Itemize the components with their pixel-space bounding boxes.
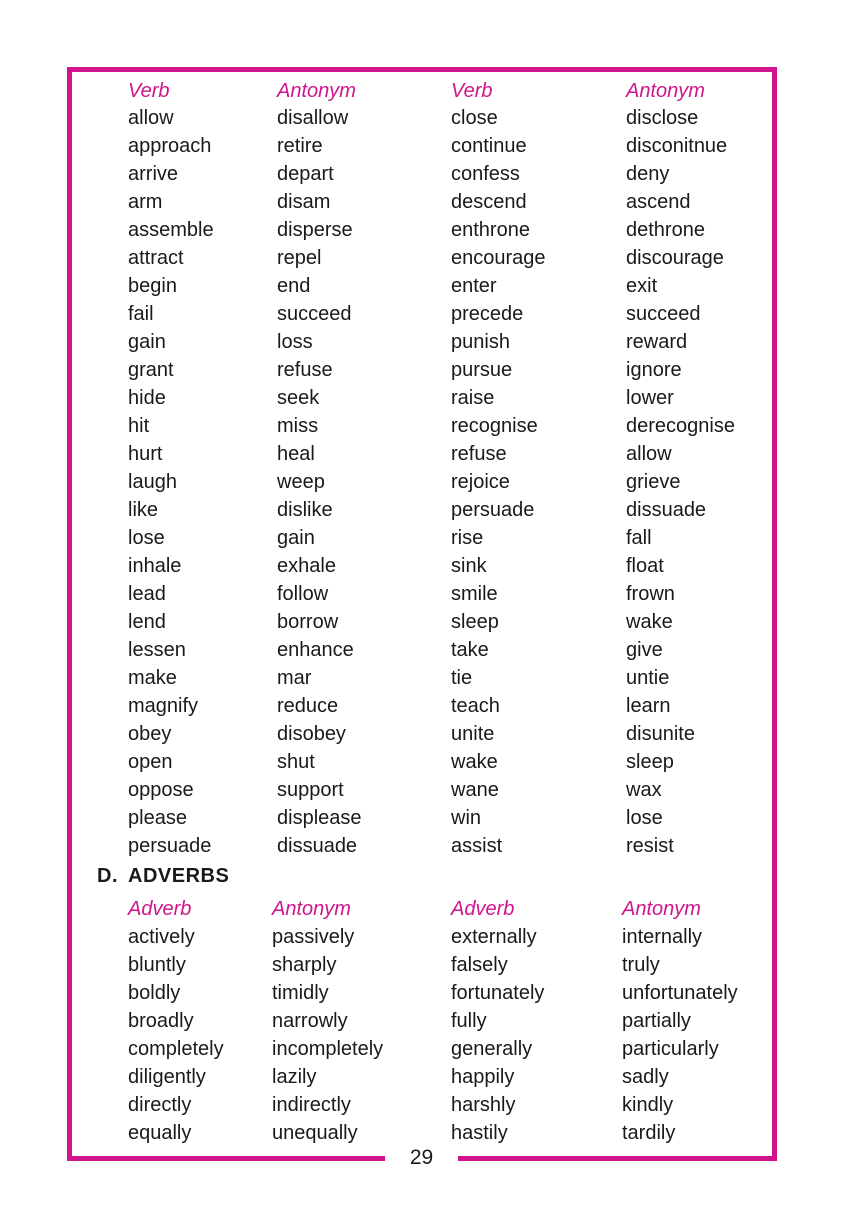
word-cell: actively <box>128 926 195 948</box>
word-cell: diligently <box>128 1066 206 1088</box>
antonym-cell: sleep <box>626 751 674 773</box>
antonym-cell: dislike <box>277 499 333 521</box>
antonym-cell: unequally <box>272 1122 358 1144</box>
word-cell: bluntly <box>128 954 186 976</box>
page-number: 29 <box>409 1146 434 1169</box>
antonym-cell: retire <box>277 135 323 157</box>
antonym-cell: kindly <box>622 1094 674 1116</box>
word-cell: externally <box>451 926 537 948</box>
word-cell: rise <box>451 527 484 549</box>
antonym-cell: reduce <box>277 695 339 717</box>
antonym-cell: miss <box>277 415 319 437</box>
word-cell: please <box>128 807 187 829</box>
word-cell: directly <box>128 1094 192 1116</box>
antonym-cell: incompletely <box>272 1038 384 1060</box>
antonym-cell: float <box>626 555 664 577</box>
antonym-cell: deny <box>626 163 670 185</box>
word-cell: fail <box>128 303 154 325</box>
column-header: Adverb <box>451 898 515 920</box>
word-cell: descend <box>451 191 527 213</box>
antonym-cell: discourage <box>626 247 724 269</box>
word-cell: enter <box>451 275 497 297</box>
word-cell: happily <box>451 1066 515 1088</box>
antonym-cell: disallow <box>277 107 349 129</box>
word-cell: close <box>451 107 498 129</box>
word-cell: lessen <box>128 639 186 661</box>
word-cell: wane <box>451 779 499 801</box>
section-letter: D. <box>97 865 118 887</box>
antonym-cell: gain <box>277 527 315 549</box>
word-cell: precede <box>451 303 524 325</box>
word-cell: assist <box>451 835 503 857</box>
antonym-cell: tardily <box>622 1122 676 1144</box>
word-cell: rejoice <box>451 471 510 493</box>
column-header: Antonym <box>272 898 351 920</box>
word-cell: tie <box>451 667 473 689</box>
word-cell: refuse <box>451 443 507 465</box>
column-header: Verb <box>451 80 493 102</box>
antonym-cell: dissuade <box>626 499 707 521</box>
antonym-cell: give <box>626 639 663 661</box>
antonym-cell: depart <box>277 163 334 185</box>
antonym-cell: wake <box>626 611 673 633</box>
antonym-cell: passively <box>272 926 355 948</box>
antonym-cell: unfortunately <box>622 982 738 1004</box>
word-cell: magnify <box>128 695 199 717</box>
antonym-cell: lazily <box>272 1066 317 1088</box>
word-cell: generally <box>451 1038 533 1060</box>
word-cell: begin <box>128 275 177 297</box>
word-cell: open <box>128 751 173 773</box>
word-cell: gain <box>128 331 166 353</box>
antonym-cell: displease <box>277 807 362 829</box>
word-cell: raise <box>451 387 495 409</box>
antonym-cell: shut <box>277 751 315 773</box>
antonym-cell: sharply <box>272 954 337 976</box>
word-cell: encourage <box>451 247 546 269</box>
antonym-cell: narrowly <box>272 1010 348 1032</box>
antonym-cell: mar <box>277 667 312 689</box>
antonym-cell: disconitnue <box>626 135 728 157</box>
column-header: Antonym <box>626 80 705 102</box>
antonym-cell: follow <box>277 583 329 605</box>
word-cell: broadly <box>128 1010 194 1032</box>
antonym-cell: derecognise <box>626 415 735 437</box>
word-cell: arm <box>128 191 163 213</box>
word-cell: grant <box>128 359 174 381</box>
word-cell: assemble <box>128 219 214 241</box>
word-cell: smile <box>451 583 498 605</box>
antonym-cell: disunite <box>626 723 695 745</box>
antonym-cell: indirectly <box>272 1094 351 1116</box>
antonym-cell: end <box>277 275 311 297</box>
antonym-cell: repel <box>277 247 322 269</box>
antonym-cell: borrow <box>277 611 339 633</box>
word-cell: lend <box>128 611 166 633</box>
antonym-cell: allow <box>626 443 672 465</box>
word-cell: like <box>128 499 159 521</box>
word-cell: falsely <box>451 954 508 976</box>
word-cell: recognise <box>451 415 538 437</box>
word-cell: wake <box>451 751 498 773</box>
antonym-cell: disam <box>277 191 331 213</box>
antonym-cell: seek <box>277 387 320 409</box>
antonym-cell: frown <box>626 583 675 605</box>
antonym-cell: learn <box>626 695 671 717</box>
antonym-cell: exhale <box>277 555 336 577</box>
word-cell: oppose <box>128 779 194 801</box>
word-cell: win <box>451 807 482 829</box>
antonym-cell: succeed <box>277 303 352 325</box>
antonym-cell: wax <box>626 779 662 801</box>
antonym-cell: reward <box>626 331 688 353</box>
section-heading-adverbs <box>97 865 229 888</box>
antonym-cell: support <box>277 779 344 801</box>
word-cell: teach <box>451 695 500 717</box>
antonym-cell: ignore <box>626 359 682 381</box>
antonym-cell: untie <box>626 667 670 689</box>
antonym-cell: disclose <box>626 107 699 129</box>
word-cell: completely <box>128 1038 224 1060</box>
antonym-cell: disobey <box>277 723 346 745</box>
word-cell: make <box>128 667 177 689</box>
antonym-cell: disperse <box>277 219 353 241</box>
antonym-cell: heal <box>277 443 315 465</box>
antonym-cell: weep <box>277 471 325 493</box>
word-cell: hit <box>128 415 150 437</box>
word-cell: pursue <box>451 359 513 381</box>
section-title: ADVERBS <box>128 865 230 887</box>
antonym-cell: timidly <box>272 982 329 1004</box>
column-header: Antonym <box>622 898 701 920</box>
word-cell: arrive <box>128 163 179 185</box>
word-cell: obey <box>128 723 172 745</box>
antonym-cell: dethrone <box>626 219 705 241</box>
word-cell: inhale <box>128 555 182 577</box>
word-cell: take <box>451 639 489 661</box>
antonym-cell: particularly <box>622 1038 719 1060</box>
word-cell: hurt <box>128 443 163 465</box>
word-cell: attract <box>128 247 184 269</box>
word-cell: sink <box>451 555 487 577</box>
antonym-cell: truly <box>622 954 660 976</box>
word-cell: fortunately <box>451 982 545 1004</box>
antonym-cell: internally <box>622 926 703 948</box>
word-cell: lead <box>128 583 166 605</box>
antonym-cell: grieve <box>626 471 681 493</box>
word-cell: harshly <box>451 1094 516 1116</box>
column-header: Verb <box>128 80 170 102</box>
word-cell: punish <box>451 331 510 353</box>
antonym-cell: partially <box>622 1010 691 1032</box>
word-cell: lose <box>128 527 165 549</box>
word-cell: enthrone <box>451 219 530 241</box>
antonym-cell: ascend <box>626 191 691 213</box>
word-cell: equally <box>128 1122 192 1144</box>
word-cell: unite <box>451 723 495 745</box>
word-cell: persuade <box>128 835 212 857</box>
column-header: Antonym <box>277 80 356 102</box>
antonym-cell: enhance <box>277 639 354 661</box>
antonym-cell: sadly <box>622 1066 669 1088</box>
antonym-cell: dissuade <box>277 835 358 857</box>
word-cell: allow <box>128 107 174 129</box>
antonym-cell: lower <box>626 387 674 409</box>
word-cell: fully <box>451 1010 487 1032</box>
word-cell: confess <box>451 163 520 185</box>
word-cell: hide <box>128 387 166 409</box>
antonym-cell: resist <box>626 835 674 857</box>
antonym-cell: fall <box>626 527 652 549</box>
antonym-cell: loss <box>277 331 313 353</box>
antonym-cell: refuse <box>277 359 333 381</box>
word-cell: laugh <box>128 471 177 493</box>
word-cell: continue <box>451 135 527 157</box>
word-cell: hastily <box>451 1122 508 1144</box>
word-cell: boldly <box>128 982 181 1004</box>
word-cell: persuade <box>451 499 535 521</box>
word-cell: sleep <box>451 611 499 633</box>
word-cell: approach <box>128 135 212 157</box>
column-header: Adverb <box>128 898 192 920</box>
antonym-cell: succeed <box>626 303 701 325</box>
antonym-cell: exit <box>626 275 658 297</box>
antonym-cell: lose <box>626 807 663 829</box>
